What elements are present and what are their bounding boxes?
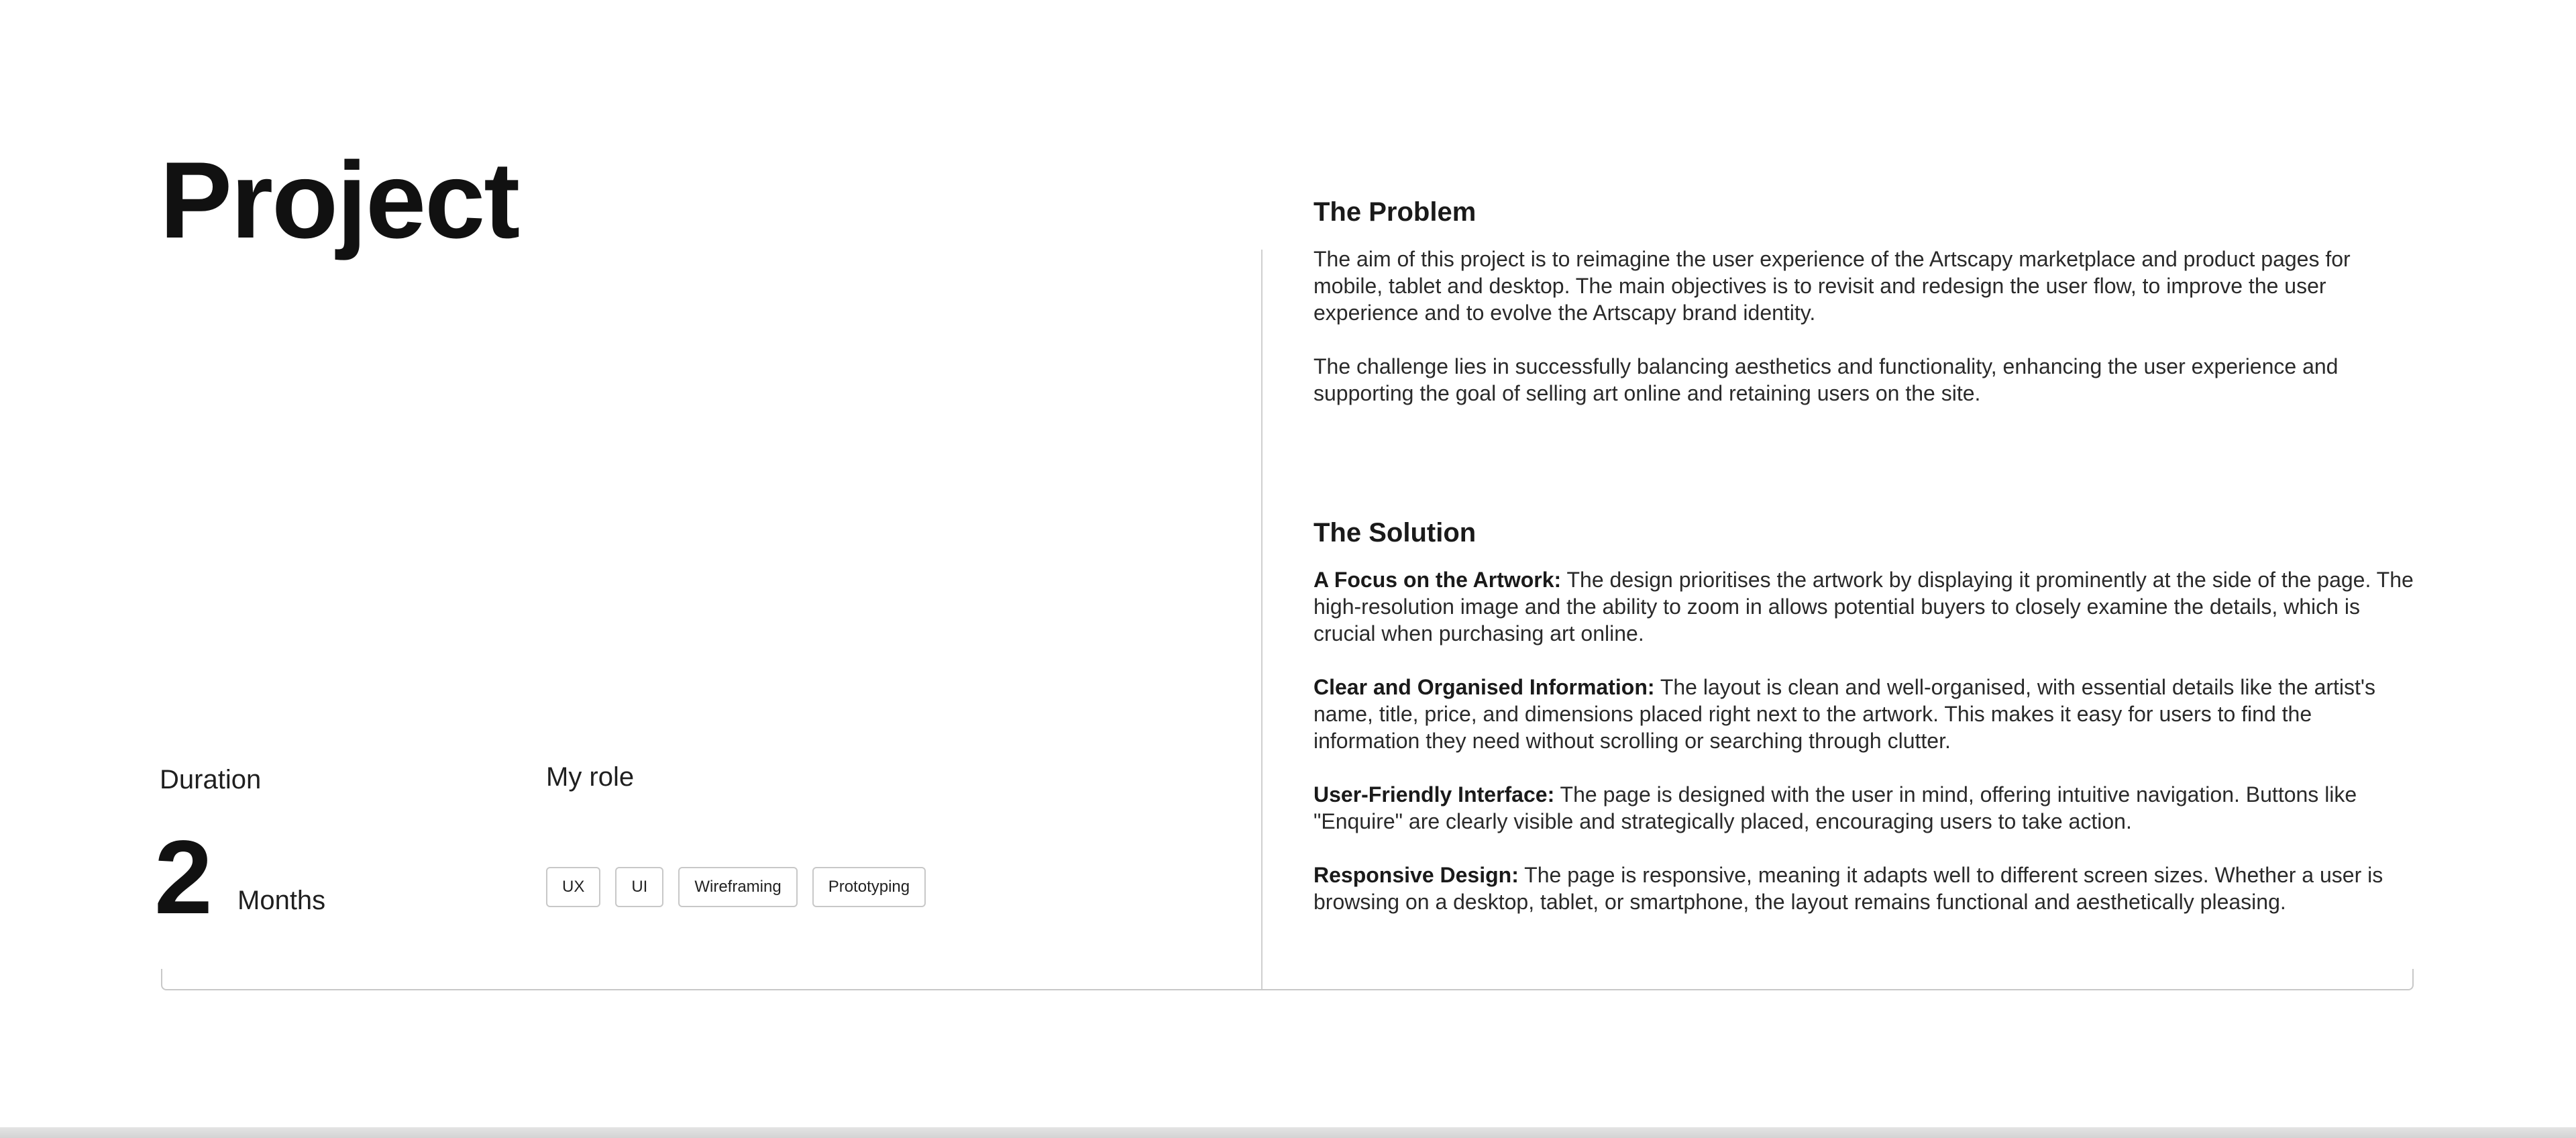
role-tag-ui: UI [615,867,663,907]
duration-unit: Months [237,886,326,915]
problem-paragraph: The challenge lies in successfully balancing aesthetics and functionality, enhancing the user experience and supporting the goal of selling art online and retaining users on the site. [1313,354,2339,405]
page-bottom-edge [0,1127,2576,1138]
solution-item-title: Clear and Organised Information: [1313,675,1655,699]
solution-heading: The Solution [1313,518,1477,548]
problem-heading: The Problem [1313,197,1477,227]
solution-item-title: Responsive Design: [1313,863,1519,887]
role-tag-list [546,867,926,907]
solution-item-text: The page is responsive, meaning it adapts well to different screen sizes. Whether a user is browsing on a desktop, tablet, or smartphone, the layout remains functional and aesthetically pleasing. [1313,863,2383,914]
solution-item-text: The design prioritises the artwork by displaying it prominently at the side of the page. The high-resolution image and the ability to zoom in allows potential buyers to closely examine the details, which is crucial when purchasing art online. [1313,568,2414,645]
role-label: My role [546,762,635,792]
solution-item-artwork-focus [1313,566,2414,647]
role-tag-wireframing: Wireframing [678,867,797,907]
card-bottom-border [161,969,2414,990]
role-tag-prototyping: Prototyping [812,867,926,907]
problem-paragraph: The aim of this project is to reimagine the user experience of the Artscapy marketplace and product pages for mobile, tablet and desktop. The main objectives is to revisit and redesign the user flow, to improve the user experience and to evolve the Artscapy brand identity. [1313,247,2351,325]
page-title: Project [160,140,519,261]
solution-item-responsive [1313,862,2414,915]
solution-section [1313,517,2414,942]
problem-section [1313,196,2414,433]
duration-value: 2 [154,819,213,936]
solution-item-text: The page is designed with the user in mind, offering intuitive navigation. Buttons like "Enquire" are clearly visible and strategically placed, encouraging users to take action. [1313,782,2357,833]
column-divider [1261,250,1263,989]
solution-item-user-friendly [1313,781,2414,835]
solution-item-text: The layout is clean and well-organised, with essential details like the artist's name, title, price, and dimensions placed right next to the artwork. This makes it easy for users to find the information they need without scrolling or searching through clutter. [1313,675,2376,753]
solution-item-organised-info [1313,674,2414,754]
duration-label: Duration [160,765,262,794]
solution-item-title: A Focus on the Artwork: [1313,568,1562,592]
solution-item-title: User-Friendly Interface: [1313,782,1555,807]
role-tag-ux: UX [546,867,600,907]
